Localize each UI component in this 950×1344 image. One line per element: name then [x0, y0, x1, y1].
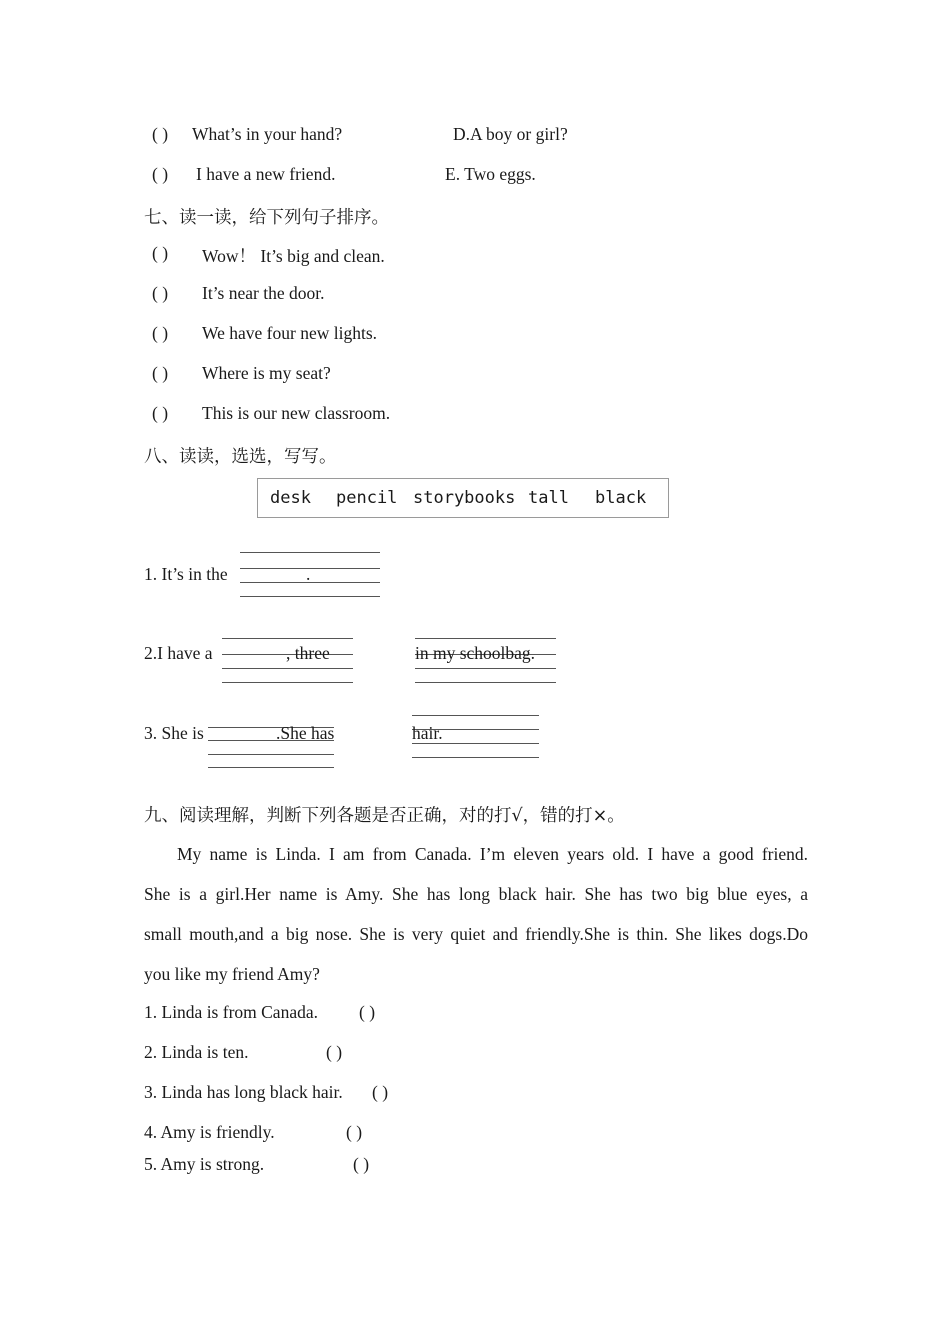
- match-1-question: What’s in your hand?: [192, 124, 343, 144]
- fill-q3-line: [412, 715, 539, 716]
- order-2-text: It’s near the door.: [202, 283, 325, 303]
- fill-q2-prefix: 2.I have a: [144, 643, 213, 663]
- word-bank-item: pencil: [336, 488, 398, 508]
- word-bank-item: desk: [270, 488, 311, 508]
- fill-q1-line: [240, 596, 380, 597]
- fill-q2-line: [222, 682, 353, 683]
- passage-line: My name is Linda. I am from Canada. I’m eleven years old. I have a good friend.: [177, 844, 808, 864]
- passage-line: small mouth,and a big nose. She is very quiet and friendly.She is thin. She likes dogs.Do: [144, 924, 808, 944]
- tf-1-bracket[interactable]: ( ): [359, 1002, 376, 1022]
- tf-1-text: 1. Linda is from Canada.: [144, 1002, 318, 1022]
- order-1-bracket[interactable]: ( ): [152, 243, 169, 263]
- fill-q2-line: [415, 638, 556, 639]
- order-4-text: Where is my seat?: [202, 363, 331, 383]
- match-2-bracket[interactable]: ( ): [152, 164, 169, 184]
- fill-q3-suffix: hair.: [412, 723, 443, 743]
- section9-title: 九、阅读理解，判断下列各题是否正确，对的打√，错的打×。: [144, 806, 625, 826]
- tf-2-text: 2. Linda is ten.: [144, 1042, 249, 1062]
- passage-line: She is a girl.Her name is Amy. She has long black hair. She has two big blue eyes, a: [144, 884, 808, 904]
- fill-q2-line: [222, 668, 353, 669]
- fill-q1-prefix: 1. It’s in the: [144, 564, 228, 584]
- tf-3-text: 3. Linda has long black hair.: [144, 1082, 343, 1102]
- passage-line: you like my friend Amy?: [144, 964, 320, 984]
- fill-q2-mid: , three: [286, 643, 330, 663]
- fill-q3-line: [412, 757, 539, 758]
- tf-5-text: 5. Amy is strong.: [144, 1154, 265, 1174]
- order-3-text: We have four new lights.: [202, 323, 377, 343]
- tf-4-text: 4. Amy is friendly.: [144, 1122, 275, 1142]
- word-bank-item: tall: [528, 488, 569, 508]
- fill-q3-prefix: 3. She is: [144, 723, 204, 743]
- tf-3-bracket[interactable]: ( ): [372, 1082, 389, 1102]
- fill-q3-mid: .She has: [276, 723, 335, 743]
- order-5-text: This is our new classroom.: [202, 403, 391, 423]
- section8-title: 八、读读，选选，写写。: [144, 447, 337, 467]
- order-2-bracket[interactable]: ( ): [152, 283, 169, 303]
- fill-q2-suffix: in my schoolbag.: [415, 643, 536, 663]
- word-bank-item: storybooks: [413, 488, 516, 508]
- fill-q3-line: [208, 767, 334, 768]
- match-1-bracket[interactable]: ( ): [152, 124, 169, 144]
- fill-q3-line: [208, 754, 334, 755]
- tf-5-bracket[interactable]: ( ): [353, 1154, 370, 1174]
- fill-q2-line: [415, 682, 556, 683]
- tf-2-bracket[interactable]: ( ): [326, 1042, 343, 1062]
- fill-q1-suffix: .: [306, 564, 311, 584]
- word-bank-item: black: [595, 488, 647, 508]
- fill-q1-line: [240, 552, 380, 553]
- fill-q2-line: [415, 668, 556, 669]
- order-5-bracket[interactable]: ( ): [152, 403, 169, 423]
- section7-title: 七、读一读，给下列句子排序。: [144, 208, 389, 228]
- word-bank: [257, 478, 669, 518]
- tf-4-bracket[interactable]: ( ): [346, 1122, 363, 1142]
- reading-passage: [144, 834, 808, 994]
- match-2-answer: E. Two eggs.: [445, 164, 536, 184]
- match-2-question: I have a new friend.: [196, 164, 336, 184]
- fill-q2-line: [222, 638, 353, 639]
- match-1-answer: D.A boy or girl?: [453, 124, 568, 144]
- order-4-bracket[interactable]: ( ): [152, 363, 169, 383]
- order-1-text: Wow！ It’s big and clean.: [202, 246, 385, 266]
- order-3-bracket[interactable]: ( ): [152, 323, 169, 343]
